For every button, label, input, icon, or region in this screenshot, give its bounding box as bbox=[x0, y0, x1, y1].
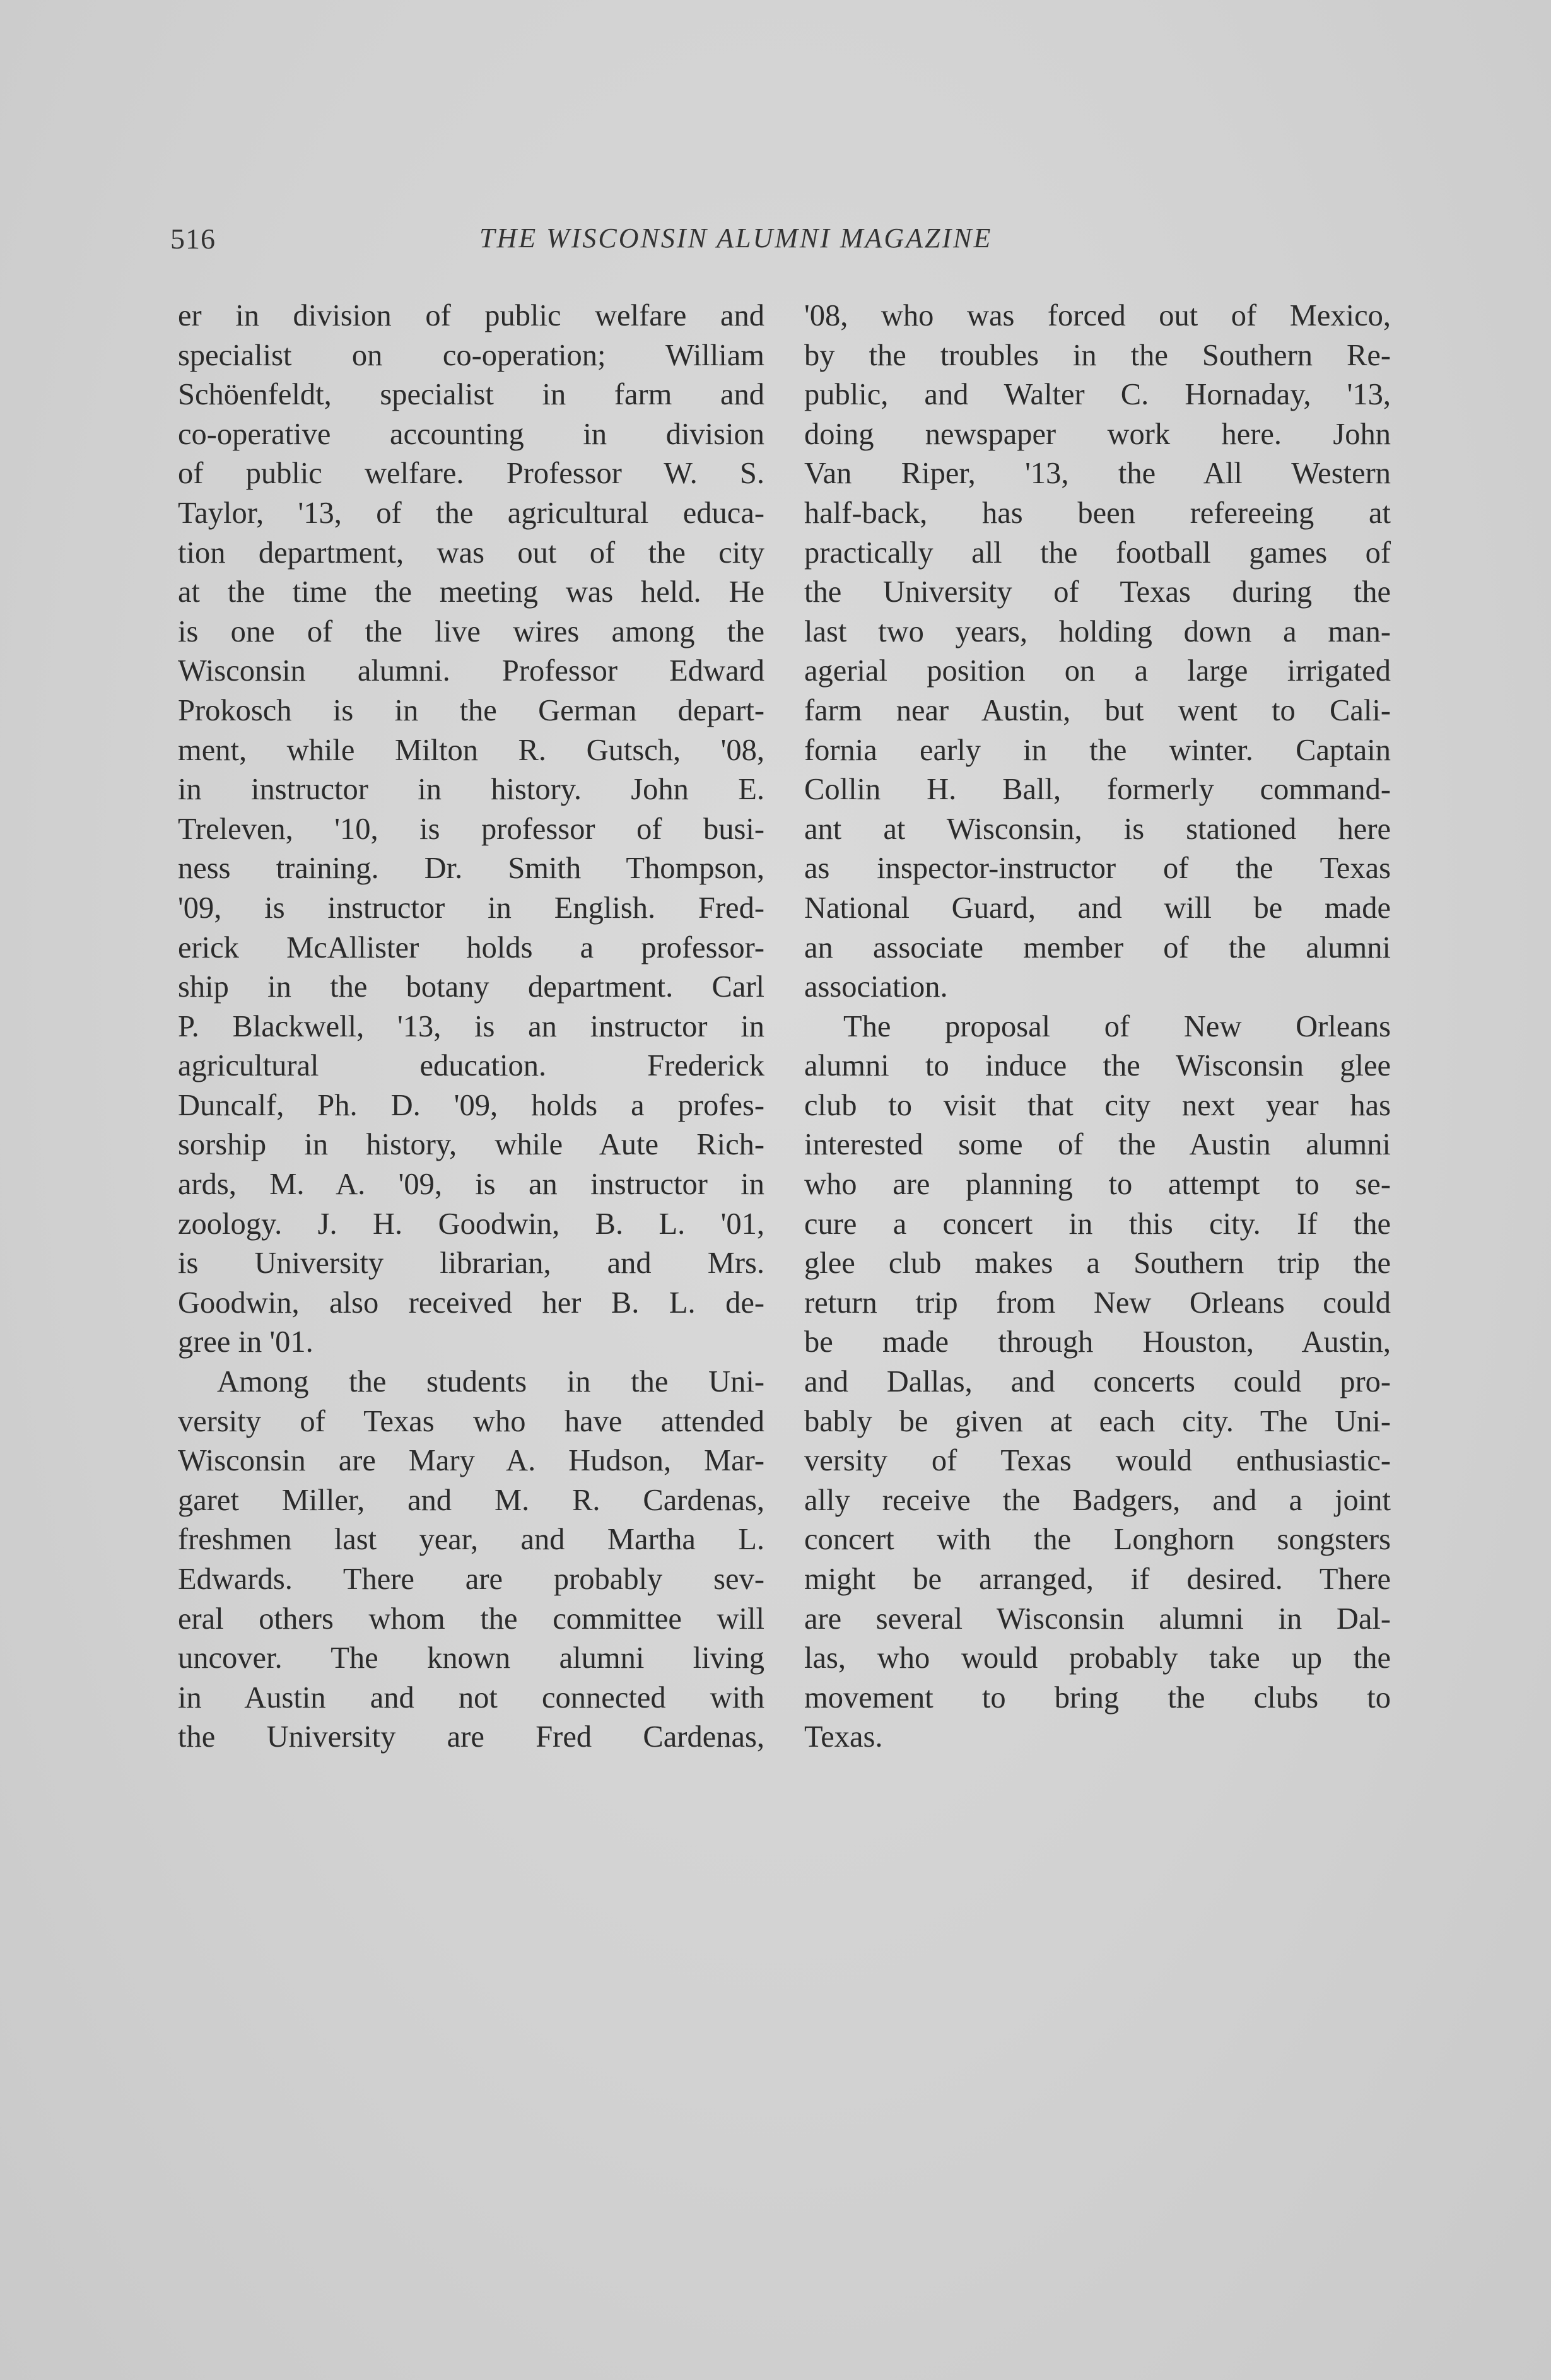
text-line: National Guard, and will be made bbox=[804, 891, 1391, 925]
text-line: be made through Houston, Austin, bbox=[804, 1325, 1391, 1359]
text-line: The proposal of New Orleans bbox=[843, 1009, 1391, 1043]
text-line: as inspector-instructor of the Texas bbox=[804, 852, 1391, 886]
text-line: '09, is instructor in English. Fred- bbox=[178, 891, 764, 925]
text-line: sorship in history, while Aute Rich- bbox=[178, 1128, 764, 1162]
text-line: garet Miller, and M. R. Cardenas, bbox=[178, 1483, 764, 1517]
text-line: practically all the football games of bbox=[804, 536, 1391, 570]
text-line: ment, while Milton R. Gutsch, '08, bbox=[178, 733, 764, 767]
text-line: Wisconsin alumni. Professor Edward bbox=[178, 654, 764, 688]
text-line: agerial position on a large irrigated bbox=[804, 654, 1391, 688]
text-line: movement to bring the clubs to bbox=[804, 1680, 1391, 1715]
text-line: ally receive the Badgers, and a joint bbox=[804, 1483, 1391, 1517]
text-line: and Dallas, and concerts could pro- bbox=[804, 1365, 1391, 1399]
text-line: last two years, holding down a man- bbox=[804, 614, 1391, 648]
text-line: agricultural education. Frederick bbox=[178, 1049, 764, 1083]
text-line: Texas. bbox=[804, 1720, 883, 1754]
text-line: who are planning to attempt to se- bbox=[804, 1168, 1391, 1202]
text-line: Edwards. There are probably sev- bbox=[178, 1562, 764, 1596]
text-line: club to visit that city next year has bbox=[804, 1088, 1391, 1122]
text-line: doing newspaper work here. John bbox=[804, 417, 1391, 451]
text-line: is one of the live wires among the bbox=[178, 614, 764, 648]
text-line: public, and Walter C. Hornaday, '13, bbox=[804, 378, 1391, 412]
text-line: the University are Fred Cardenas, bbox=[178, 1720, 764, 1754]
text-line: co-operative accounting in division bbox=[178, 417, 764, 451]
text-line: '08, who was forced out of Mexico, bbox=[804, 299, 1391, 332]
text-line: Schöenfeldt, specialist in farm and bbox=[178, 378, 764, 412]
text-line: Wisconsin are Mary A. Hudson, Mar- bbox=[178, 1444, 764, 1478]
text-line: erick McAllister holds a professor- bbox=[178, 930, 764, 964]
text-line: the University of Texas during the bbox=[804, 575, 1391, 609]
text-line: freshmen last year, and Martha L. bbox=[178, 1523, 764, 1557]
text-line: ards, M. A. '09, is an instructor in bbox=[178, 1168, 764, 1202]
text-line: by the troubles in the Southern Re- bbox=[804, 338, 1391, 372]
text-line: at the time the meeting was held. He bbox=[178, 575, 764, 609]
text-line: P. Blackwell, '13, is an instructor in bbox=[178, 1009, 764, 1043]
text-line: ant at Wisconsin, is stationed here bbox=[804, 812, 1391, 846]
text-line: Van Riper, '13, the All Western bbox=[804, 457, 1391, 491]
text-line: might be arranged, if desired. There bbox=[804, 1562, 1391, 1596]
text-line: interested some of the Austin alumni bbox=[804, 1128, 1391, 1162]
text-line: versity of Texas who have attended bbox=[178, 1404, 764, 1438]
text-line: return trip from New Orleans could bbox=[804, 1286, 1391, 1320]
text-line: Taylor, '13, of the agricultural educa- bbox=[178, 496, 764, 530]
text-line: eral others whom the committee will bbox=[178, 1602, 764, 1636]
text-line: concert with the Longhorn songsters bbox=[804, 1523, 1391, 1557]
text-line: cure a concert in this city. If the bbox=[804, 1207, 1391, 1241]
text-line: Among the students in the Uni- bbox=[217, 1365, 764, 1399]
text-line: alumni to induce the Wisconsin glee bbox=[804, 1049, 1391, 1083]
text-line: in instructor in history. John E. bbox=[178, 773, 764, 807]
text-line: las, who would probably take up the bbox=[804, 1641, 1391, 1675]
text-line: tion department, was out of the city bbox=[178, 536, 764, 570]
text-line: ness training. Dr. Smith Thompson, bbox=[178, 852, 764, 886]
text-line: versity of Texas would enthusiastic- bbox=[804, 1444, 1391, 1478]
text-line: Goodwin, also received her B. L. de- bbox=[178, 1286, 764, 1320]
text-line: ship in the botany department. Carl bbox=[178, 970, 764, 1004]
text-line: half-back, has been refereeing at bbox=[804, 496, 1391, 530]
text-line: farm near Austin, but went to Cali- bbox=[804, 693, 1391, 727]
text-line: an associate member of the alumni bbox=[804, 930, 1391, 964]
text-line: of public welfare. Professor W. S. bbox=[178, 457, 764, 491]
text-line: in Austin and not connected with bbox=[178, 1680, 764, 1715]
text-line: fornia early in the winter. Captain bbox=[804, 733, 1391, 767]
text-line: Prokosch is in the German depart- bbox=[178, 693, 764, 727]
text-line: are several Wisconsin alumni in Dal- bbox=[804, 1602, 1391, 1636]
text-line: uncover. The known alumni living bbox=[178, 1641, 764, 1675]
text-line: specialist on co-operation; William bbox=[178, 338, 764, 372]
text-line: association. bbox=[804, 970, 948, 1004]
running-title: THE WISCONSIN ALUMNI MAGAZINE bbox=[479, 223, 993, 254]
text-line: is University librarian, and Mrs. bbox=[178, 1246, 764, 1281]
text-line: Duncalf, Ph. D. '09, holds a profes- bbox=[178, 1088, 764, 1122]
right-column bbox=[804, 296, 1391, 1757]
text-line: zoology. J. H. Goodwin, B. L. '01, bbox=[178, 1207, 764, 1241]
text-line: Treleven, '10, is professor of busi- bbox=[178, 812, 764, 846]
text-line: bably be given at each city. The Uni- bbox=[804, 1404, 1391, 1438]
text-line: er in division of public welfare and bbox=[178, 299, 764, 332]
page-number: 516 bbox=[170, 223, 216, 255]
left-column bbox=[178, 296, 764, 1757]
text-line: gree in '01. bbox=[178, 1325, 313, 1359]
text-line: Collin H. Ball, formerly command- bbox=[804, 773, 1391, 807]
text-line: glee club makes a Southern trip the bbox=[804, 1246, 1391, 1281]
